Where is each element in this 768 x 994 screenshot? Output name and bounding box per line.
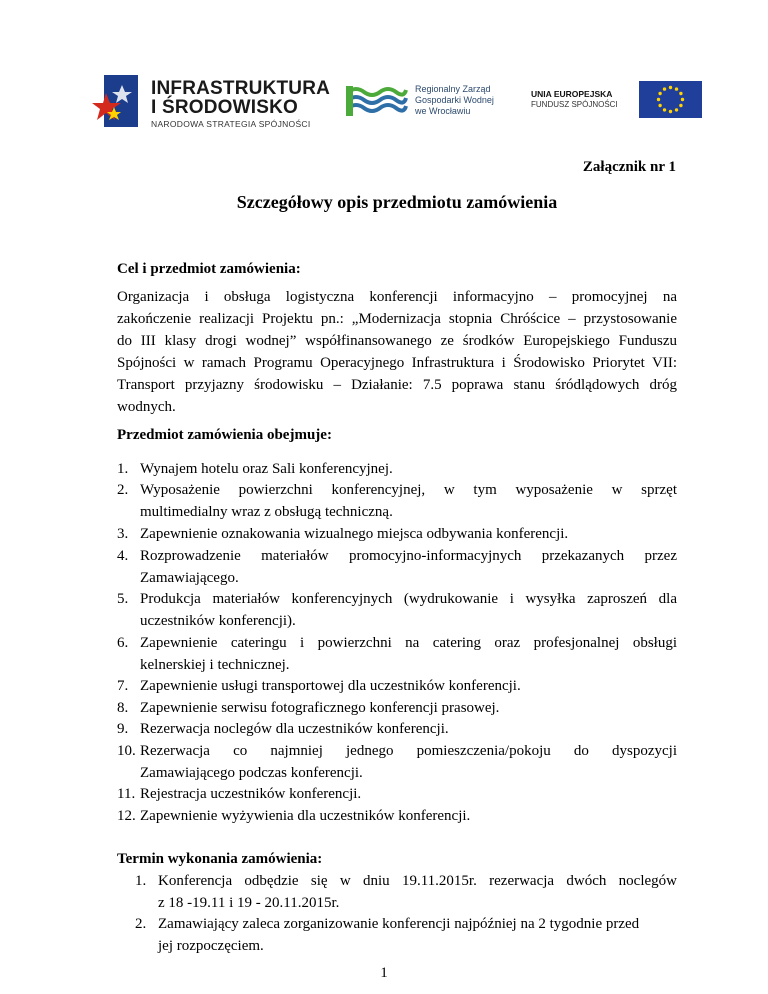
list-item — [117, 740, 677, 784]
page-number: 1 — [380, 965, 388, 981]
goal-paragraph-line: wodnych. — [117, 399, 176, 415]
list-item-text: Konferencja odbędzie się w dniu 19.11.2015r. rezerwacja dwóch noclegów — [158, 873, 677, 889]
list-item — [117, 718, 677, 740]
list-item — [117, 458, 677, 480]
list-item-text: Zamawiający zaleca zorganizowanie konferencji najpóźniej na 2 tygodnie przed — [158, 916, 640, 932]
infra-title-line2: I ŚRODOWISKO — [151, 97, 299, 118]
list-item-text: Produkcja materiałów konferencyjnych (wydrukowanie i wysyłka zaproszeń dla — [140, 591, 677, 607]
list-item-number: 10. — [117, 743, 136, 759]
list-item — [117, 545, 677, 589]
list-item-text: Wynajem hotelu oraz Sali konferencyjnej. — [140, 461, 393, 477]
rzgw-line1: Regionalny Zarząd — [415, 84, 491, 94]
goal-paragraph-line: Organizacja i obsługa logistyczna konferencji informacyjno – promocyjnej na — [117, 289, 677, 305]
list-item-text: uczestników konferencji). — [140, 613, 296, 629]
list-item — [117, 675, 677, 697]
infrastruktura-logo-text — [151, 79, 330, 129]
goal-paragraph-line: do III klasy drogi wodnej” współfinansowanego ze środków Europejskiego Funduszu — [117, 333, 677, 349]
logo-header — [0, 70, 768, 130]
list-item-number: 6. — [117, 635, 129, 651]
list-item — [117, 632, 677, 676]
list-item-number: 7. — [117, 678, 129, 694]
list-item-text: Rezerwacja co najmniej jednego pomieszczenia/pokoju do dyspozycji — [140, 743, 677, 759]
list-item-text: Wyposażenie powierzchni konferencyjnej, w tym wyposażenie w sprzęt — [140, 482, 677, 498]
rzgw-logo-text — [415, 84, 494, 117]
list-item-text: multimedialny wraz z obsługą techniczną. — [140, 504, 393, 520]
list-item — [117, 805, 677, 827]
list-item-text: Zamawiającego podczas konferencji. — [140, 765, 363, 781]
section-heading-goal: Cel i przedmiot zamówienia: — [117, 261, 301, 277]
list-item — [117, 697, 677, 719]
list-item — [135, 913, 677, 957]
list-item — [117, 783, 677, 805]
rzgw-logo-mark — [346, 84, 408, 118]
list-item-text: Rejestracja uczestników konferencji. — [140, 786, 362, 802]
list-item-number: 12. — [117, 808, 136, 824]
list-item-number: 1. — [135, 873, 147, 889]
list-item-number: 9. — [117, 721, 129, 737]
list-item-number: 8. — [117, 700, 129, 716]
list-item-text: Rezerwacja noclegów dla uczestników konferencji. — [140, 721, 449, 737]
list-item-text: Zapewnienie usługi transportowej dla uczestników konferencji. — [140, 678, 521, 694]
section-heading-deadline: Termin wykonania zamówienia: — [117, 851, 323, 867]
eu-title: UNIA EUROPEJSKA — [531, 89, 613, 99]
goal-paragraph-line: zakończenie realizacji Projektu pn.: „Modernizacja stopnia Chróścice – przystosowanie — [117, 311, 677, 327]
list-item-text: Zapewnienie wyżywienia dla uczestników konferencji. — [140, 808, 471, 824]
eu-subtitle: FUNDUSZ SPÓJNOŚCI — [531, 100, 618, 109]
list-item-text: kelnerskiej i technicznej. — [140, 657, 290, 673]
list-item-number: 5. — [117, 591, 129, 607]
infrastruktura-logo-mark — [92, 75, 138, 127]
list-item — [117, 588, 677, 632]
list-item — [135, 870, 677, 914]
infra-title-line1: INFRASTRUKTURA — [151, 78, 331, 99]
infra-subtitle: NARODOWA STRATEGIA SPÓJNOŚCI — [151, 119, 311, 129]
rzgw-line3: we Wrocławiu — [415, 106, 471, 116]
list-item-text: Zapewnienie serwisu fotograficznego konferencji prasowej. — [140, 700, 500, 716]
goal-paragraph — [117, 286, 677, 418]
list-item-text: Zapewnienie cateringu i powierzchni na catering oraz profesjonalnej obsługi — [140, 635, 677, 651]
eu-logo-text — [531, 89, 618, 110]
list-item-text: Zapewnienie oznakowania wizualnego miejsca odbywania konferencji. — [140, 526, 569, 542]
page-title: Szczegółowy opis przedmiotu zamówienia — [236, 192, 558, 212]
goal-paragraph-line: Transport przyjazny środowisku – Działanie: 7.5 poprawa stanu śródlądowych dróg — [117, 377, 677, 393]
list-item-text: z 18 -19.11 i 19 - 20.11.2015r. — [158, 895, 340, 911]
list-item-number: 1. — [117, 461, 129, 477]
eu-flag-icon — [639, 81, 702, 118]
list-item — [117, 523, 677, 545]
list-item-text: Zamawiającego. — [140, 570, 239, 586]
list-item-number: 2. — [135, 916, 147, 932]
section-heading-scope: Przedmiot zamówienia obejmuje: — [117, 427, 332, 443]
annex-label: Załącznik nr 1 — [582, 159, 676, 175]
list-item-number: 4. — [117, 548, 129, 564]
list-item-text: jej rozpoczęciem. — [158, 938, 264, 954]
rzgw-line2: Gospodarki Wodnej — [415, 95, 494, 105]
goal-paragraph-line: Spójności w ramach Programu Operacyjnego Infrastruktura i Środowisko Priorytet VII: — [117, 355, 677, 371]
list-item-number: 11. — [117, 786, 136, 802]
list-item — [117, 479, 677, 523]
list-item-number: 2. — [117, 482, 129, 498]
list-item-number: 3. — [117, 526, 129, 542]
list-item-text: Rozprowadzenie materiałów promocyjno-informacyjnych przekazanych przez — [140, 548, 677, 564]
